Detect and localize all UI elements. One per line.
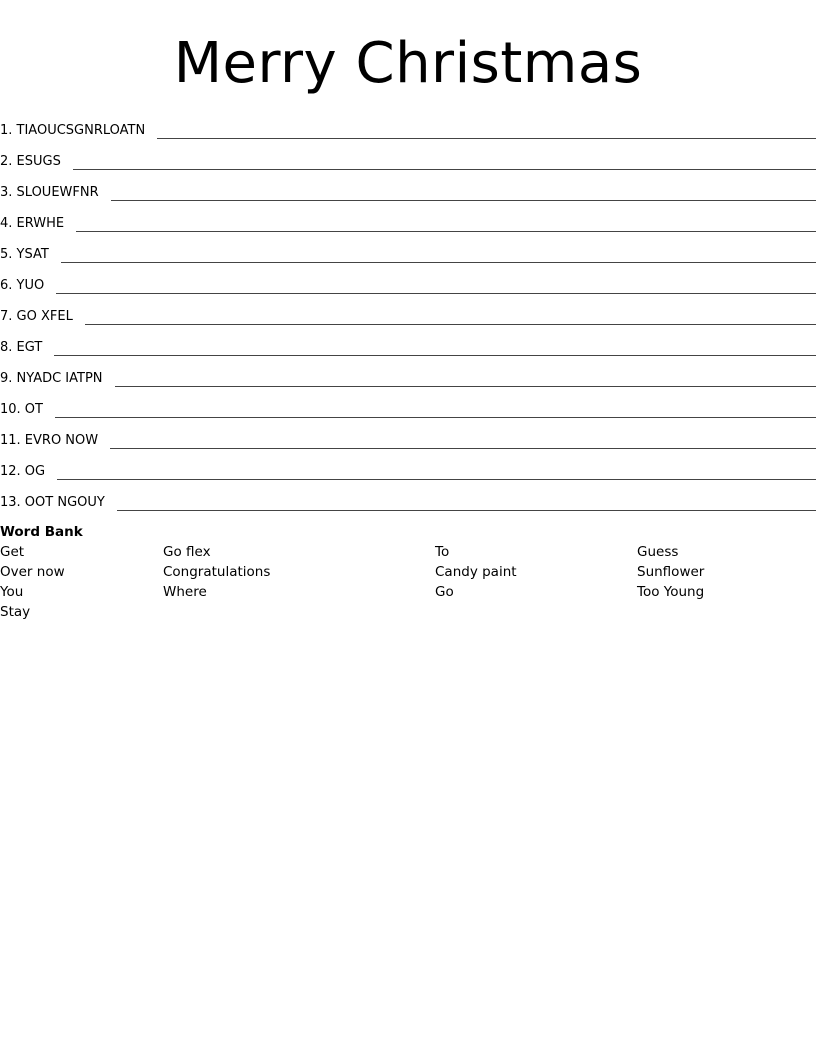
question-row — [0, 141, 816, 172]
answer-line — [54, 339, 816, 356]
word-bank-item: Guess — [637, 544, 679, 560]
question-label: 6. YUO — [0, 278, 45, 293]
word-bank-item: Over now — [0, 564, 65, 580]
question-row — [0, 234, 816, 265]
question-label: 12. OG — [0, 464, 46, 479]
question-label: 2. ESUGS — [0, 154, 61, 169]
word-bank-item: Stay — [0, 604, 31, 620]
question-label: 1. TIAOUCSGNRLOATN — [0, 123, 146, 138]
answer-line — [61, 246, 816, 263]
word-bank — [0, 522, 816, 622]
question-row — [0, 265, 816, 296]
answer-line — [73, 153, 816, 170]
question-label: 7. GO XFEL — [0, 309, 73, 324]
word-bank-item: Get — [0, 544, 25, 560]
question-row — [0, 389, 816, 420]
word-bank-item: You — [0, 584, 24, 600]
word-bank-item: Go flex — [163, 544, 211, 560]
word-bank-item: Too Young — [637, 584, 705, 600]
question-row — [0, 358, 816, 389]
word-bank-item: Go — [435, 584, 454, 600]
answer-line — [55, 401, 816, 418]
word-bank-grid — [0, 542, 816, 622]
answer-line — [57, 463, 816, 480]
question-row — [0, 203, 816, 234]
page-title: Merry Christmas — [173, 31, 643, 96]
question-row — [0, 451, 816, 482]
answer-line — [117, 494, 816, 511]
question-row — [0, 296, 816, 327]
scramble-question-list — [0, 110, 816, 513]
answer-line — [76, 215, 816, 232]
answer-line — [110, 432, 816, 449]
word-bank-item: To — [435, 544, 450, 560]
question-label: 5. YSAT — [0, 247, 49, 262]
answer-line — [115, 370, 816, 387]
word-bank-item: Where — [163, 584, 207, 600]
question-row — [0, 172, 816, 203]
question-label: 10. OT — [0, 402, 43, 417]
question-row — [0, 327, 816, 358]
word-bank-item: Sunflower — [637, 564, 705, 580]
answer-line — [85, 308, 816, 325]
question-row — [0, 420, 816, 451]
question-label: 3. SLOUEWFNR — [0, 185, 99, 200]
question-row — [0, 482, 816, 513]
answer-line — [111, 184, 816, 201]
answer-line — [157, 122, 816, 139]
word-bank-item: Candy paint — [435, 564, 517, 580]
question-label: 11. EVRO NOW — [0, 433, 99, 448]
question-row — [0, 110, 816, 141]
question-label: 9. NYADC IATPN — [0, 371, 103, 386]
word-bank-title: Word Bank — [0, 524, 83, 540]
question-label: 13. OOT NGOUY — [0, 495, 105, 510]
question-label: 4. ERWHE — [0, 216, 65, 231]
answer-line — [56, 277, 816, 294]
question-label: 8. EGT — [0, 340, 43, 355]
word-bank-item: Congratulations — [163, 564, 271, 580]
